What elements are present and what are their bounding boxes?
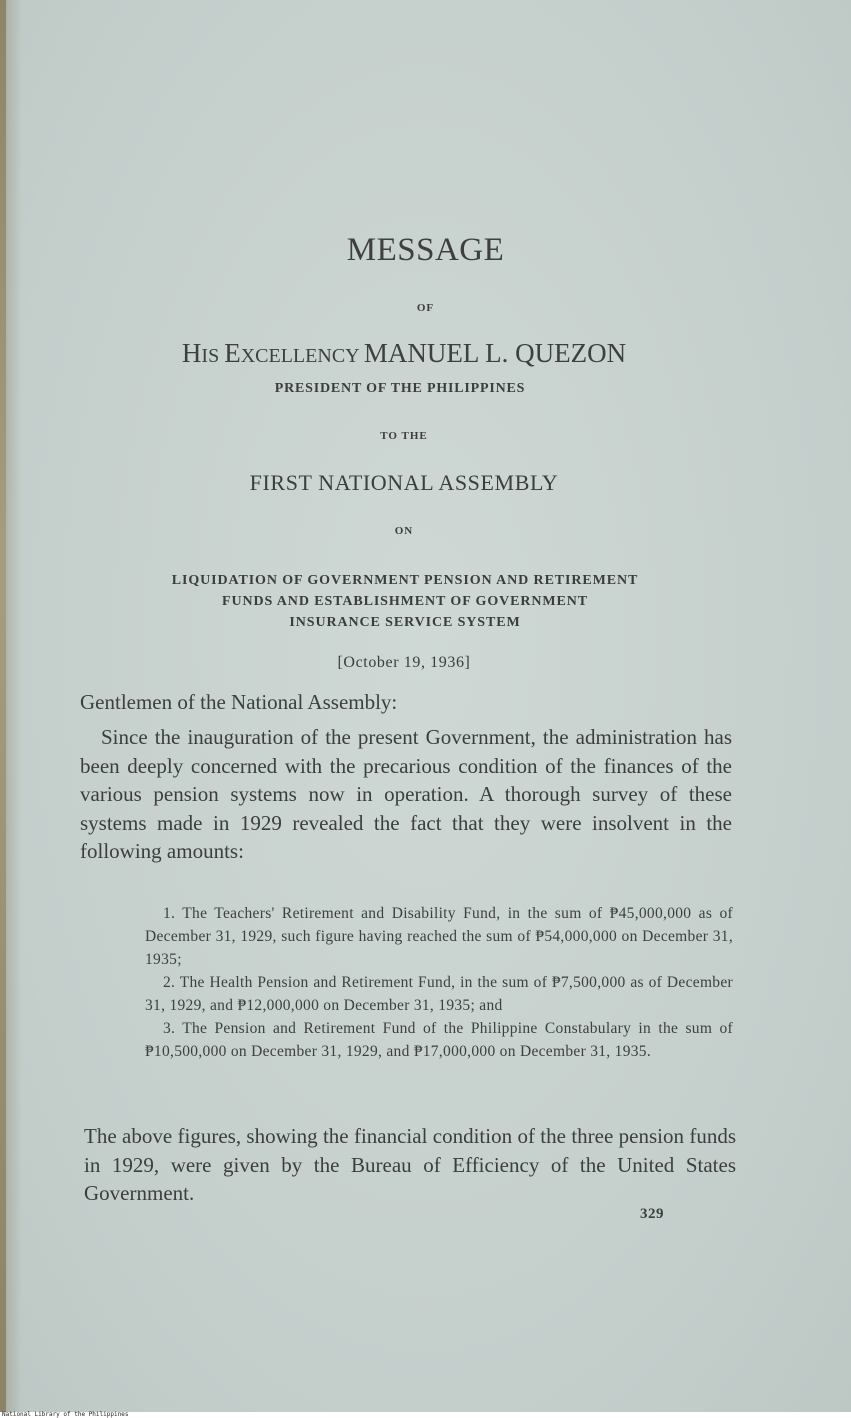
document-title: MESSAGE [346,232,505,268]
of-line: OF [416,302,435,314]
library-credit: National Library of the Philippines [2,1411,129,1418]
closing-paragraph: The above figures, showing the financial condition of the three pension funds in 1929, were given by the Bureau of Efficiency of the United States Government. [84,1124,736,1205]
excellency-word-caps: E [224,338,241,368]
excellency-line [104,338,704,369]
message-date: [October 19, 1936] [337,654,471,671]
excellency-word-small: XCELLENCY [240,345,364,367]
body-paragraph-text: Since the inauguration of the present Government, the administration has been deeply concerned with the precarious condition of the finances of the various pension systems now in operation. A thorough survey of these systems made in 1929 revealed the fact that they were insolvent in the following amounts: [80,725,732,863]
subject-line: LIQUIDATION OF GOVERNMENT PENSION AND RETIREMENT [171,573,639,588]
salutation: Gentlemen of the National Assembly: [80,690,398,714]
page-number: 329 [640,1206,664,1222]
list-item: 3. The Pension and Retirement Fund of the Philippine Constabulary in the sum of ₱10,500,000 on December 31, 1929, and ₱17,000,000 on December 31, 1935. [145,1020,733,1060]
page-binding-edge [0,0,6,1412]
excellency-prefix-caps: H [181,338,202,368]
subject-heading [70,570,740,633]
subject-line: FUNDS AND ESTABLISHMENT OF GOVERNMENT [222,594,588,609]
list-item: 2. The Health Pension and Retirement Fund, in the sum of ₱7,500,000 as of December 31, 1929, and ₱12,000,000 on December 31, 1935; and [145,974,733,1014]
on-line: ON [394,525,414,537]
excellency-prefix-small: IS [201,345,225,367]
president-title: PRESIDENT OF THE PHILIPPINES [274,381,526,396]
to-the-line: TO THE [380,430,428,442]
assembly-heading: FIRST NATIONAL ASSEMBLY [249,470,559,495]
subject-line: INSURANCE SERVICE SYSTEM [289,615,521,630]
president-name: MANUEL L. QUEZON [363,338,627,368]
body-paragraph [80,723,732,866]
list-item: 1. The Teachers' Retirement and Disability Fund, in the sum of ₱45,000,000 as of December 31, 1929, such figure having reached the sum of ₱54,000,000 on December 31, 1935; [145,905,733,968]
insolvency-list [145,902,733,1063]
